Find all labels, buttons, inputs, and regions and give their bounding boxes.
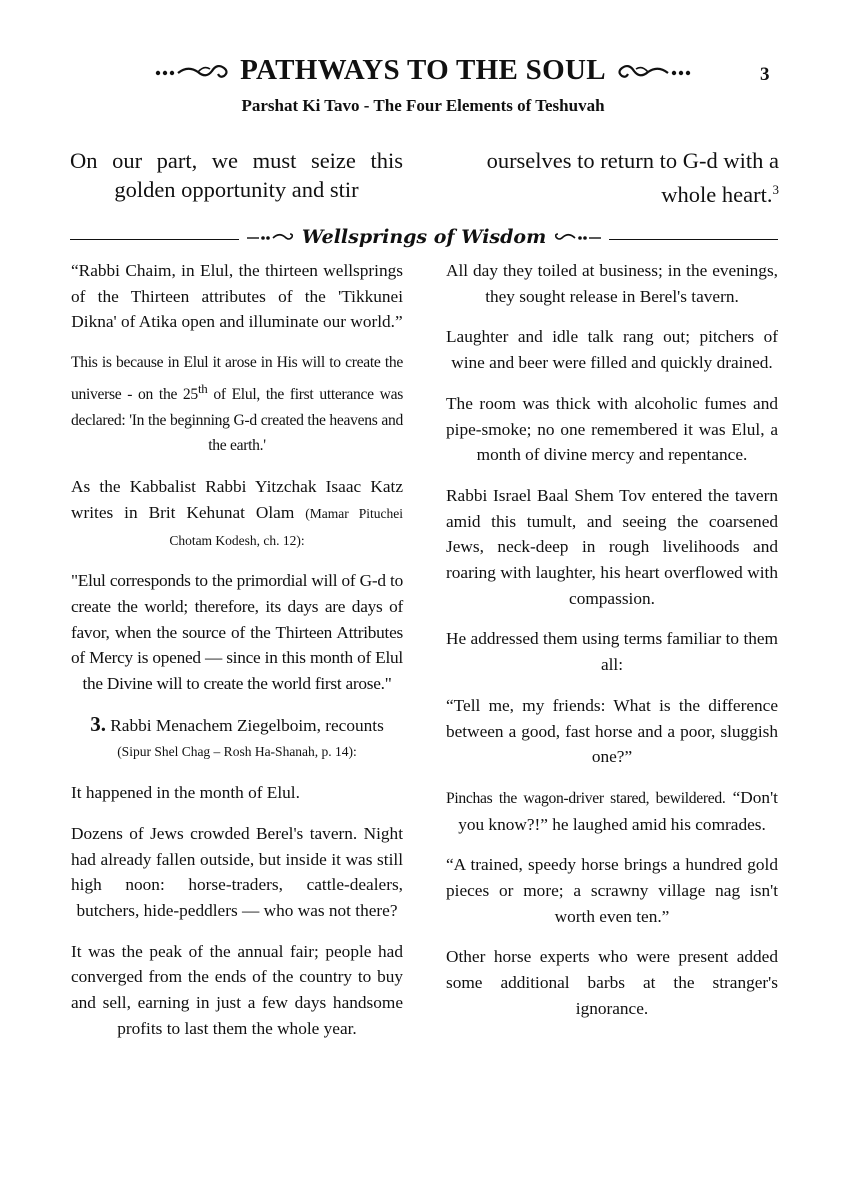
paragraph-laughter: Laughter and idle talk rang out; pitchers of wine and beer were filled and quickly drained. (446, 327, 778, 373)
section-title (70, 226, 778, 248)
paragraph-elul-creation (71, 350, 403, 459)
right-text-column (446, 258, 778, 1037)
right-scroll-ornament-icon (610, 56, 692, 89)
left-text-column (71, 258, 403, 1056)
paragraph-pinchas (446, 785, 778, 837)
paragraph-horse-value: “A trained, speedy horse brings a hundred gold pieces or more; a scrawny village nag isn't worth even ten.” (446, 855, 778, 926)
paragraph-question: “Tell me, my friends: What is the difference between a good, fast horse and a poor, sluggish one?” (446, 695, 778, 767)
running-title (0, 54, 846, 89)
page-header (0, 52, 846, 92)
paragraph-month: It happened in the month of Elul. (71, 783, 300, 803)
page-subtitle: Parshat Ki Tavo - The Four Elements of Teshuvah (241, 96, 605, 115)
paragraph-address: He addressed them using terms familiar to them all: (446, 629, 778, 675)
paragraph-text: As the Kabbalist Rabbi Yitzchak Isaac Katz writes in Brit Kehunat Olam (71, 477, 403, 522)
intro-right-column (446, 146, 779, 209)
paragraph-text: This is because in Elul it arose in His will to create the universe - on the 25 (71, 354, 403, 403)
paragraph-story-intro (71, 712, 403, 765)
intro-left-column: On our part, we must seize this golden opportunity and stir (70, 148, 403, 202)
paragraph-annual-fair: It was the peak of the annual fair; people had converged from the ends of the country to buy and sell, earning in just a few days handsome profits to last them the whole year. (71, 941, 403, 1038)
section-title-text: Wellsprings of Wisdom (301, 226, 547, 248)
ordinal-suffix: th (197, 380, 208, 396)
paragraph-room: The room was thick with alcoholic fumes and pipe-smoke; no one remembered it was Elul, a month of divine mercy and repentance. (446, 393, 778, 465)
left-flourish-icon (245, 231, 295, 245)
left-scroll-ornament-icon (154, 56, 236, 89)
title-text: PATHWAYS TO THE SOUL (240, 54, 606, 86)
right-flourish-icon (553, 231, 603, 245)
paragraph-tavern-crowd: Dozens of Jews crowded Berel's tavern. Night had already fallen outside, but inside it was still high noon: horse-traders, cattle-dealers, butchers, hide-peddlers — who was not there? (71, 823, 403, 920)
paragraph-rabbi-chaim: “Rabbi Chaim, in Elul, the thirteen wellsprings of the Thirteen attributes of the 'Tikkunei Dikna' of Atika open and illuminate our world.” (71, 261, 403, 332)
source-reference: (Mamar Pituchei Chotam Kodesh, ch. 12): (169, 505, 403, 548)
paragraph-text: of Elul, the first utterance was declared: 'In the beginning G-d created the heavens and the earth.' (71, 386, 403, 455)
section-number: 3. (90, 711, 106, 736)
intro-right-line-2 (446, 175, 779, 209)
page-number: 3 (760, 64, 770, 85)
paragraph-experts: Other horse experts who were present added some additional barbs at the stranger's ignorance. (446, 947, 778, 1018)
section-divider (70, 226, 778, 254)
footnote-marker[interactable]: 3 (772, 182, 779, 197)
paragraph-elul-will: "Elul corresponds to the primordial will of G-d to create the world; therefore, its days are days of favor, when the source of the Thirteen Attributes of Mercy is opened — since in this month of Elul the Divine will to create the world first arose." (71, 571, 403, 694)
paragraph-text: “Don't you know?!” he laughed amid his comrades. (458, 787, 778, 834)
paragraph-text: Pinchas the wagon-driver stared, bewildered. (446, 789, 726, 807)
paragraph-toil: All day they toiled at business; in the evenings, they sought release in Berel's tavern. (446, 261, 778, 306)
paragraph-text: Rabbi Menachem Ziegelboim, recounts (105, 715, 384, 735)
intro-right-line-1: ourselves to return to G-d with a (486, 148, 779, 173)
intro-right-text: whole heart. (661, 182, 773, 207)
paragraph-kabbalist-quote (71, 474, 403, 553)
paragraph-baal-shem-tov: Rabbi Israel Baal Shem Tov entered the tavern amid this tumult, and seeing the coarsened Jews, neck-deep in rough livelihoods and roaring with laughter, his heart overflowed with compassion. (446, 485, 778, 608)
source-reference: (Sipur Shel Chag – Rosh Ha-Shanah, p. 14): (117, 744, 357, 760)
